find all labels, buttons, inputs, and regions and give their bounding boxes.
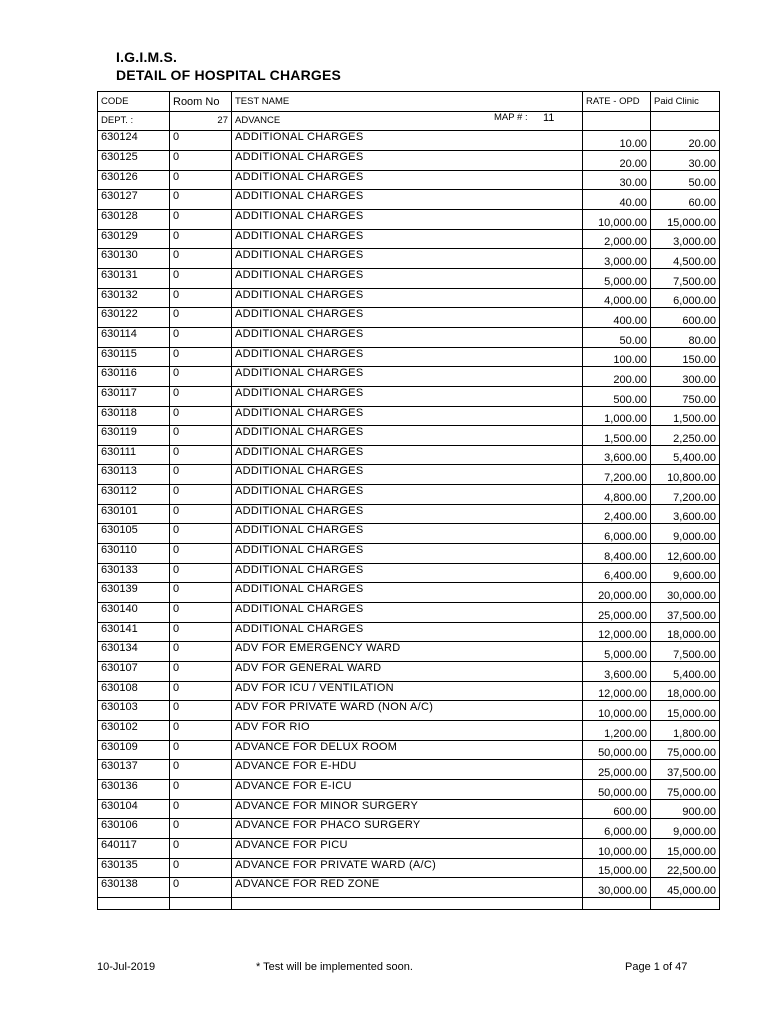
rate-opd-cell: 10.00 bbox=[583, 131, 651, 151]
footnote: * Test will be implemented soon. bbox=[256, 961, 413, 973]
room-cell: 0 bbox=[170, 721, 232, 741]
code-cell: 630131 bbox=[98, 268, 170, 288]
paid-clinic-cell: 80.00 bbox=[651, 327, 720, 347]
table-row bbox=[98, 327, 720, 347]
paid-clinic-cell: 30,000.00 bbox=[651, 583, 720, 603]
test-name-cell: ADDITIONAL CHARGES bbox=[232, 426, 583, 446]
dept-info bbox=[232, 111, 583, 131]
code-cell: 630140 bbox=[98, 603, 170, 623]
room-cell: 0 bbox=[170, 249, 232, 269]
room-cell: 0 bbox=[170, 367, 232, 387]
paid-clinic-cell: 15,000.00 bbox=[651, 209, 720, 229]
header-code: CODE bbox=[98, 92, 170, 112]
table-row bbox=[98, 799, 720, 819]
table-row bbox=[98, 445, 720, 465]
paid-clinic-cell: 22,500.00 bbox=[651, 858, 720, 878]
table-row bbox=[98, 268, 720, 288]
page-number: Page 1 of 47 bbox=[625, 961, 688, 973]
room-cell: 0 bbox=[170, 426, 232, 446]
test-name-cell: ADDITIONAL CHARGES bbox=[232, 544, 583, 564]
rate-opd-cell: 1,000.00 bbox=[583, 406, 651, 426]
room-cell: 0 bbox=[170, 563, 232, 583]
test-name-cell: ADDITIONAL CHARGES bbox=[232, 347, 583, 367]
code-cell: 630106 bbox=[98, 819, 170, 839]
rate-opd-cell: 10,000.00 bbox=[583, 209, 651, 229]
rate-opd-cell: 6,000.00 bbox=[583, 524, 651, 544]
code-cell: 630109 bbox=[98, 740, 170, 760]
test-name-cell: ADDITIONAL CHARGES bbox=[232, 327, 583, 347]
code-cell: 630118 bbox=[98, 406, 170, 426]
rate-opd-cell: 20.00 bbox=[583, 150, 651, 170]
paid-clinic-cell: 37,500.00 bbox=[651, 603, 720, 623]
rate-opd-cell: 7,200.00 bbox=[583, 465, 651, 485]
table-row bbox=[98, 544, 720, 564]
table-row bbox=[98, 190, 720, 210]
code-cell: 630125 bbox=[98, 150, 170, 170]
table-row bbox=[98, 406, 720, 426]
table-row bbox=[98, 170, 720, 190]
room-cell: 0 bbox=[170, 838, 232, 858]
code-cell: 630136 bbox=[98, 779, 170, 799]
room-cell: 0 bbox=[170, 308, 232, 328]
rate-opd-cell: 1,500.00 bbox=[583, 426, 651, 446]
room-cell: 0 bbox=[170, 799, 232, 819]
dept-label: DEPT. : bbox=[98, 111, 170, 131]
paid-clinic-cell: 7,200.00 bbox=[651, 485, 720, 505]
table-row bbox=[98, 563, 720, 583]
paid-clinic-cell: 50.00 bbox=[651, 170, 720, 190]
rate-opd-cell: 50.00 bbox=[583, 327, 651, 347]
table-row bbox=[98, 524, 720, 544]
rate-opd-cell: 500.00 bbox=[583, 386, 651, 406]
paid-clinic-cell: 10,800.00 bbox=[651, 465, 720, 485]
code-cell: 630129 bbox=[98, 229, 170, 249]
table-row bbox=[98, 721, 720, 741]
paid-clinic-cell: 15,000.00 bbox=[651, 838, 720, 858]
code-cell: 630119 bbox=[98, 426, 170, 446]
code-cell: 630132 bbox=[98, 288, 170, 308]
paid-clinic-cell: 9,000.00 bbox=[651, 819, 720, 839]
test-name-cell: ADDITIONAL CHARGES bbox=[232, 131, 583, 151]
code-cell: 630110 bbox=[98, 544, 170, 564]
header-rate: RATE - OPD bbox=[583, 92, 651, 112]
rate-opd-cell: 30,000.00 bbox=[583, 878, 651, 898]
rate-opd-cell: 3,600.00 bbox=[583, 662, 651, 682]
paid-clinic-cell: 1,500.00 bbox=[651, 406, 720, 426]
room-cell: 0 bbox=[170, 445, 232, 465]
test-name-cell: ADDITIONAL CHARGES bbox=[232, 603, 583, 623]
code-cell: 630128 bbox=[98, 209, 170, 229]
table-row bbox=[98, 583, 720, 603]
room-cell: 0 bbox=[170, 386, 232, 406]
table-row bbox=[98, 642, 720, 662]
test-name-cell: ADVANCE FOR E-ICU bbox=[232, 779, 583, 799]
table-row bbox=[98, 701, 720, 721]
rate-opd-cell: 12,000.00 bbox=[583, 681, 651, 701]
test-name-cell: ADDITIONAL CHARGES bbox=[232, 504, 583, 524]
room-cell: 0 bbox=[170, 288, 232, 308]
paid-clinic-cell: 15,000.00 bbox=[651, 701, 720, 721]
rate-opd-cell: 6,000.00 bbox=[583, 819, 651, 839]
table-row bbox=[98, 603, 720, 623]
rate-opd-cell: 4,000.00 bbox=[583, 288, 651, 308]
room-cell: 0 bbox=[170, 524, 232, 544]
paid-clinic-cell: 12,600.00 bbox=[651, 544, 720, 564]
room-cell: 0 bbox=[170, 268, 232, 288]
paid-clinic-cell: 4,500.00 bbox=[651, 249, 720, 269]
paid-clinic-cell: 37,500.00 bbox=[651, 760, 720, 780]
paid-clinic-cell: 6,000.00 bbox=[651, 288, 720, 308]
code-cell: 630127 bbox=[98, 190, 170, 210]
table-row bbox=[98, 131, 720, 151]
table-row bbox=[98, 662, 720, 682]
code-cell: 630107 bbox=[98, 662, 170, 682]
paid-clinic-cell: 75,000.00 bbox=[651, 740, 720, 760]
empty-cell bbox=[651, 897, 720, 909]
test-name-cell: ADDITIONAL CHARGES bbox=[232, 268, 583, 288]
paid-clinic-cell: 150.00 bbox=[651, 347, 720, 367]
test-name-cell: ADVANCE FOR PHACO SURGERY bbox=[232, 819, 583, 839]
table-row bbox=[98, 229, 720, 249]
paid-clinic-cell: 3,600.00 bbox=[651, 504, 720, 524]
code-cell: 630141 bbox=[98, 622, 170, 642]
rate-opd-cell: 8,400.00 bbox=[583, 544, 651, 564]
test-name-cell: ADV FOR EMERGENCY WARD bbox=[232, 642, 583, 662]
test-name-cell: ADDITIONAL CHARGES bbox=[232, 367, 583, 387]
table-row bbox=[98, 504, 720, 524]
room-cell: 0 bbox=[170, 229, 232, 249]
table-row-empty bbox=[98, 897, 720, 909]
paid-clinic-cell: 1,800.00 bbox=[651, 721, 720, 741]
code-cell: 630116 bbox=[98, 367, 170, 387]
table-row bbox=[98, 819, 720, 839]
code-cell: 630130 bbox=[98, 249, 170, 269]
paid-clinic-cell: 20.00 bbox=[651, 131, 720, 151]
test-name-cell: ADDITIONAL CHARGES bbox=[232, 288, 583, 308]
empty-cell bbox=[583, 897, 651, 909]
test-name-cell: ADDITIONAL CHARGES bbox=[232, 249, 583, 269]
table-row bbox=[98, 465, 720, 485]
room-cell: 0 bbox=[170, 819, 232, 839]
paid-clinic-cell: 75,000.00 bbox=[651, 779, 720, 799]
header-test: TEST NAME bbox=[232, 92, 583, 112]
room-cell: 0 bbox=[170, 485, 232, 505]
test-name-cell: ADDITIONAL CHARGES bbox=[232, 229, 583, 249]
test-name-cell: ADVANCE FOR E-HDU bbox=[232, 760, 583, 780]
rate-opd-cell: 15,000.00 bbox=[583, 858, 651, 878]
code-cell: 630108 bbox=[98, 681, 170, 701]
rate-opd-cell: 50,000.00 bbox=[583, 740, 651, 760]
code-cell: 630113 bbox=[98, 465, 170, 485]
paid-clinic-cell: 30.00 bbox=[651, 150, 720, 170]
dept-room: 27 bbox=[170, 111, 232, 131]
table-row bbox=[98, 386, 720, 406]
test-name-cell: ADV FOR GENERAL WARD bbox=[232, 662, 583, 682]
room-cell: 0 bbox=[170, 465, 232, 485]
dept-row bbox=[98, 111, 720, 131]
table-row bbox=[98, 367, 720, 387]
room-cell: 0 bbox=[170, 779, 232, 799]
room-cell: 0 bbox=[170, 760, 232, 780]
code-cell: 630112 bbox=[98, 485, 170, 505]
room-cell: 0 bbox=[170, 681, 232, 701]
test-name-cell: ADDITIONAL CHARGES bbox=[232, 583, 583, 603]
table-row bbox=[98, 308, 720, 328]
test-name-cell: ADVANCE FOR PRIVATE WARD (A/C) bbox=[232, 858, 583, 878]
room-cell: 0 bbox=[170, 544, 232, 564]
dept-paid-empty bbox=[651, 111, 720, 131]
map-value: 11 bbox=[543, 111, 555, 124]
room-cell: 0 bbox=[170, 583, 232, 603]
print-date: 10-Jul-2019 bbox=[97, 961, 156, 973]
table-row bbox=[98, 150, 720, 170]
test-name-cell: ADDITIONAL CHARGES bbox=[232, 485, 583, 505]
rate-opd-cell: 50,000.00 bbox=[583, 779, 651, 799]
table-row bbox=[98, 209, 720, 229]
test-name-cell: ADDITIONAL CHARGES bbox=[232, 563, 583, 583]
table-row bbox=[98, 622, 720, 642]
paid-clinic-cell: 3,000.00 bbox=[651, 229, 720, 249]
paid-clinic-cell: 300.00 bbox=[651, 367, 720, 387]
room-cell: 0 bbox=[170, 209, 232, 229]
rate-opd-cell: 5,000.00 bbox=[583, 642, 651, 662]
paid-clinic-cell: 750.00 bbox=[651, 386, 720, 406]
header-paid: Paid Clinic bbox=[651, 92, 720, 112]
paid-clinic-cell: 7,500.00 bbox=[651, 642, 720, 662]
dept-name: ADVANCE bbox=[235, 114, 281, 126]
code-cell: 630135 bbox=[98, 858, 170, 878]
code-cell: 630139 bbox=[98, 583, 170, 603]
test-name-cell: ADDITIONAL CHARGES bbox=[232, 170, 583, 190]
code-cell: 630133 bbox=[98, 563, 170, 583]
header-room: Room No bbox=[170, 92, 232, 112]
paid-clinic-cell: 900.00 bbox=[651, 799, 720, 819]
room-cell: 0 bbox=[170, 150, 232, 170]
paid-clinic-cell: 60.00 bbox=[651, 190, 720, 210]
rate-opd-cell: 5,000.00 bbox=[583, 268, 651, 288]
rate-opd-cell: 25,000.00 bbox=[583, 603, 651, 623]
room-cell: 0 bbox=[170, 190, 232, 210]
code-cell: 630101 bbox=[98, 504, 170, 524]
paid-clinic-cell: 9,000.00 bbox=[651, 524, 720, 544]
paid-clinic-cell: 5,400.00 bbox=[651, 445, 720, 465]
test-name-cell: ADDITIONAL CHARGES bbox=[232, 445, 583, 465]
rate-opd-cell: 40.00 bbox=[583, 190, 651, 210]
code-cell: 630105 bbox=[98, 524, 170, 544]
code-cell: 630126 bbox=[98, 170, 170, 190]
charges-table bbox=[97, 91, 720, 910]
rate-opd-cell: 1,200.00 bbox=[583, 721, 651, 741]
rate-opd-cell: 400.00 bbox=[583, 308, 651, 328]
rate-opd-cell: 20,000.00 bbox=[583, 583, 651, 603]
dept-rate-empty bbox=[583, 111, 651, 131]
rate-opd-cell: 30.00 bbox=[583, 170, 651, 190]
room-cell: 0 bbox=[170, 622, 232, 642]
code-cell: 630124 bbox=[98, 131, 170, 151]
code-cell: 630111 bbox=[98, 445, 170, 465]
room-cell: 0 bbox=[170, 504, 232, 524]
code-cell: 630122 bbox=[98, 308, 170, 328]
room-cell: 0 bbox=[170, 642, 232, 662]
table-header-row bbox=[98, 92, 720, 112]
map-label: MAP # : bbox=[494, 111, 528, 123]
test-name-cell: ADV FOR PRIVATE WARD (NON A/C) bbox=[232, 701, 583, 721]
room-cell: 0 bbox=[170, 406, 232, 426]
empty-cell bbox=[98, 897, 170, 909]
test-name-cell: ADDITIONAL CHARGES bbox=[232, 209, 583, 229]
paid-clinic-cell: 7,500.00 bbox=[651, 268, 720, 288]
room-cell: 0 bbox=[170, 740, 232, 760]
code-cell: 640117 bbox=[98, 838, 170, 858]
code-cell: 630117 bbox=[98, 386, 170, 406]
test-name-cell: ADDITIONAL CHARGES bbox=[232, 465, 583, 485]
empty-cell bbox=[232, 897, 583, 909]
paid-clinic-cell: 9,600.00 bbox=[651, 563, 720, 583]
paid-clinic-cell: 5,400.00 bbox=[651, 662, 720, 682]
test-name-cell: ADVANCE FOR RED ZONE bbox=[232, 878, 583, 898]
rate-opd-cell: 25,000.00 bbox=[583, 760, 651, 780]
rate-opd-cell: 2,400.00 bbox=[583, 504, 651, 524]
room-cell: 0 bbox=[170, 878, 232, 898]
room-cell: 0 bbox=[170, 347, 232, 367]
paid-clinic-cell: 45,000.00 bbox=[651, 878, 720, 898]
test-name-cell: ADVANCE FOR PICU bbox=[232, 838, 583, 858]
code-cell: 630134 bbox=[98, 642, 170, 662]
code-cell: 630137 bbox=[98, 760, 170, 780]
code-cell: 630103 bbox=[98, 701, 170, 721]
room-cell: 0 bbox=[170, 131, 232, 151]
rate-opd-cell: 12,000.00 bbox=[583, 622, 651, 642]
room-cell: 0 bbox=[170, 170, 232, 190]
rate-opd-cell: 200.00 bbox=[583, 367, 651, 387]
table-row bbox=[98, 779, 720, 799]
test-name-cell: ADDITIONAL CHARGES bbox=[232, 524, 583, 544]
code-cell: 630114 bbox=[98, 327, 170, 347]
code-cell: 630138 bbox=[98, 878, 170, 898]
test-name-cell: ADDITIONAL CHARGES bbox=[232, 308, 583, 328]
rate-opd-cell: 3,600.00 bbox=[583, 445, 651, 465]
table-row bbox=[98, 838, 720, 858]
table-row bbox=[98, 760, 720, 780]
rate-opd-cell: 10,000.00 bbox=[583, 701, 651, 721]
table-row bbox=[98, 249, 720, 269]
table-row bbox=[98, 858, 720, 878]
institute-name: I.G.I.M.S. bbox=[116, 49, 178, 65]
test-name-cell: ADDITIONAL CHARGES bbox=[232, 386, 583, 406]
test-name-cell: ADDITIONAL CHARGES bbox=[232, 406, 583, 426]
rate-opd-cell: 2,000.00 bbox=[583, 229, 651, 249]
empty-cell bbox=[170, 897, 232, 909]
paid-clinic-cell: 18,000.00 bbox=[651, 622, 720, 642]
code-cell: 630115 bbox=[98, 347, 170, 367]
room-cell: 0 bbox=[170, 327, 232, 347]
room-cell: 0 bbox=[170, 858, 232, 878]
rate-opd-cell: 600.00 bbox=[583, 799, 651, 819]
test-name-cell: ADVANCE FOR MINOR SURGERY bbox=[232, 799, 583, 819]
table-row bbox=[98, 288, 720, 308]
room-cell: 0 bbox=[170, 603, 232, 623]
table-row bbox=[98, 740, 720, 760]
code-cell: 630102 bbox=[98, 721, 170, 741]
table-row bbox=[98, 681, 720, 701]
test-name-cell: ADV FOR ICU / VENTILATION bbox=[232, 681, 583, 701]
paid-clinic-cell: 18,000.00 bbox=[651, 681, 720, 701]
room-cell: 0 bbox=[170, 701, 232, 721]
table-row bbox=[98, 347, 720, 367]
test-name-cell: ADDITIONAL CHARGES bbox=[232, 190, 583, 210]
rate-opd-cell: 100.00 bbox=[583, 347, 651, 367]
rate-opd-cell: 10,000.00 bbox=[583, 838, 651, 858]
code-cell: 630104 bbox=[98, 799, 170, 819]
table-row bbox=[98, 485, 720, 505]
page-title: DETAIL OF HOSPITAL CHARGES bbox=[116, 67, 342, 83]
rate-opd-cell: 4,800.00 bbox=[583, 485, 651, 505]
test-name-cell: ADDITIONAL CHARGES bbox=[232, 622, 583, 642]
paid-clinic-cell: 600.00 bbox=[651, 308, 720, 328]
test-name-cell: ADVANCE FOR DELUX ROOM bbox=[232, 740, 583, 760]
rate-opd-cell: 6,400.00 bbox=[583, 563, 651, 583]
rate-opd-cell: 3,000.00 bbox=[583, 249, 651, 269]
test-name-cell: ADV FOR RIO bbox=[232, 721, 583, 741]
paid-clinic-cell: 2,250.00 bbox=[651, 426, 720, 446]
room-cell: 0 bbox=[170, 662, 232, 682]
table-row bbox=[98, 426, 720, 446]
test-name-cell: ADDITIONAL CHARGES bbox=[232, 150, 583, 170]
table-row bbox=[98, 878, 720, 898]
